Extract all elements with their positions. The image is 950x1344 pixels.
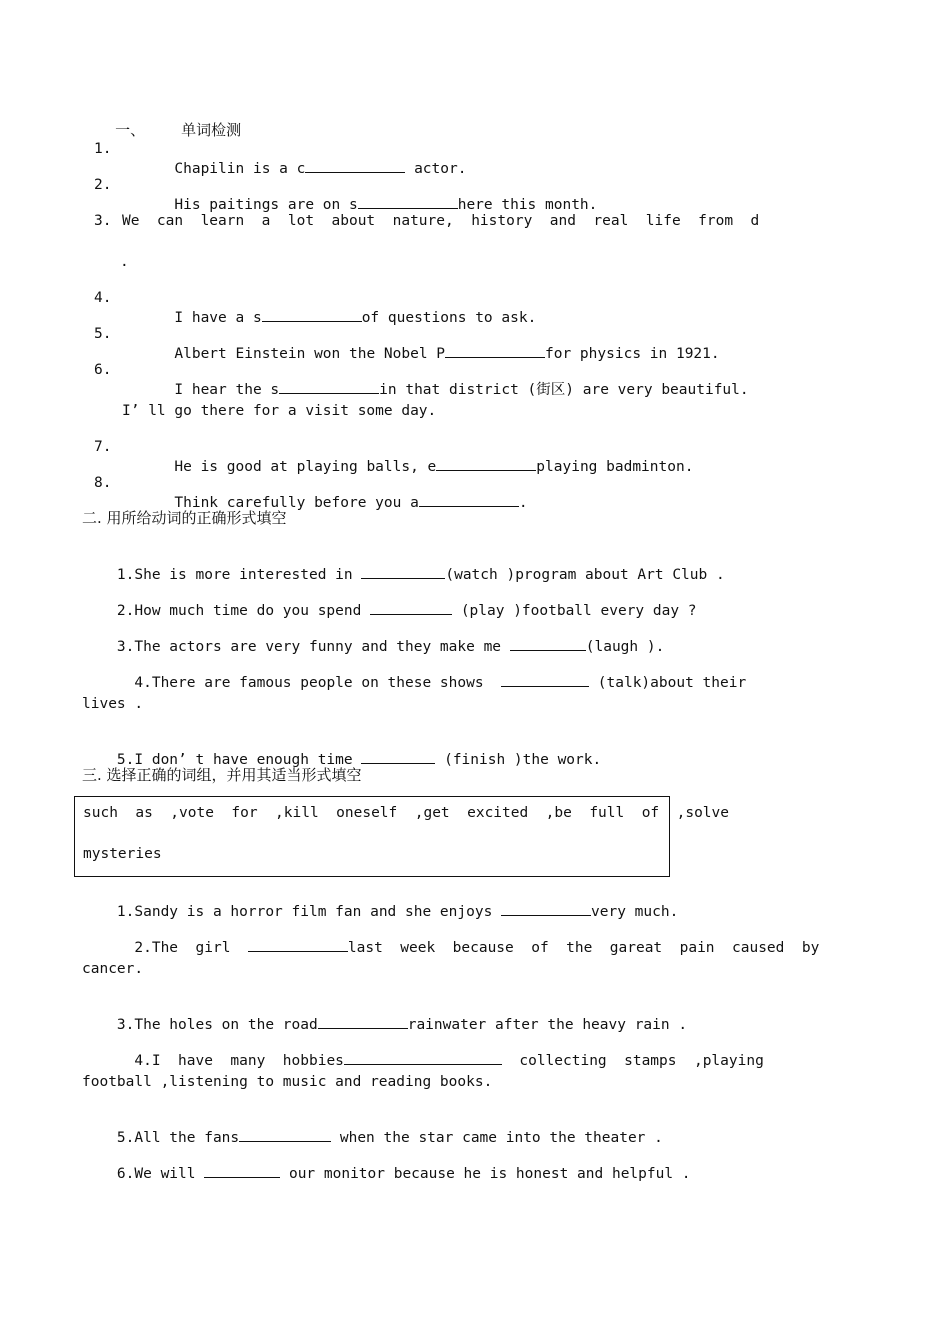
item-text: We can learn a lot about nature, history and real life from d [122, 213, 760, 229]
answer-blank[interactable] [239, 1127, 331, 1142]
item-text: for physics in 1921. [545, 346, 720, 362]
answer-blank[interactable] [445, 343, 545, 358]
item-text: 5.All the fans [116, 1130, 240, 1146]
answer-blank[interactable] [361, 564, 445, 579]
item-text: our monitor because he is honest and helpful . [280, 1166, 691, 1182]
answer-blank[interactable] [501, 672, 589, 687]
item-text: playing badminton. [536, 459, 694, 475]
section2-title: 二. 用所给动词的正确形式填空 [82, 509, 287, 527]
phrase-bank-box [74, 796, 730, 877]
item-text: His paitings are on s [174, 197, 358, 213]
section3-item-6 [82, 1145, 691, 1201]
item-text: very much. [591, 904, 679, 920]
section3-title: 三. 选择正确的词组，并用其适当形式填空 [82, 766, 362, 784]
item-text: 2.The girl [134, 940, 248, 956]
answer-blank[interactable] [361, 749, 435, 764]
item-text: . [518, 495, 528, 511]
answer-blank[interactable] [501, 901, 591, 916]
item-number: 4. [94, 290, 112, 306]
item-text: 1.Sandy is a horror film fan and she enjoys [116, 904, 502, 920]
item-text: last week because of the gareat pain caused by [347, 940, 820, 956]
item-text: (watch )program about Art Club . [445, 567, 725, 583]
item-text-continued: . [120, 254, 129, 270]
item-text: I hear the s [174, 382, 280, 398]
item-text: (talk)about their [589, 675, 747, 691]
item-text-continued: I’ ll go there for a visit some day. [122, 403, 437, 419]
item-text-continued: football ,listening to music and reading books. [82, 1074, 493, 1090]
item-text: 4.There are famous people on these shows [134, 675, 502, 691]
item-text: Albert Einstein won the Nobel P [174, 346, 446, 362]
item-text: here this month. [457, 197, 598, 213]
answer-blank[interactable] [370, 600, 452, 615]
answer-blank[interactable] [419, 492, 519, 507]
item-number: 6. [94, 362, 112, 378]
item-text: 3.The actors are very funny and they make me [116, 639, 510, 655]
item-text-continued: lives . [82, 696, 144, 712]
phrase-bank-line: mysteries [83, 846, 162, 862]
item-text: when the star came into the theater . [331, 1130, 663, 1146]
item-number: 7. [94, 439, 112, 455]
item-text: in that district (街区) are very beautiful. [379, 382, 749, 398]
item-text: 3.The holes on the road [116, 1017, 318, 1033]
item-text: (finish )the work. [435, 752, 602, 768]
answer-blank[interactable] [305, 158, 405, 173]
answer-blank[interactable] [204, 1163, 280, 1178]
item-text: 4.I have many hobbies [134, 1053, 344, 1069]
item-text: (laugh ). [585, 639, 665, 655]
item-text-continued: cancer. [82, 961, 144, 977]
answer-blank[interactable] [510, 636, 586, 651]
item-number: 1. [94, 141, 112, 157]
item-text: 6.We will [116, 1166, 205, 1182]
item-text: collecting stamps ,playing [501, 1053, 764, 1069]
item-text: Think carefully before you a [174, 495, 419, 511]
item-text: 1.She is more interested in [116, 567, 362, 583]
section1-number: 一、 [115, 121, 146, 139]
item-text: 5.I don’ t have enough time [116, 752, 362, 768]
section1-title: 单词检测 [181, 121, 242, 139]
answer-blank[interactable] [279, 379, 379, 394]
phrase-bank-line: such as ,vote for ,kill oneself ,get excited ,be full of ,solve [83, 805, 730, 821]
item-text: Chapilin is a c [174, 161, 306, 177]
item-number: 3. [94, 213, 112, 229]
item-text: actor. [405, 161, 467, 177]
item-text: 2.How much time do you spend [116, 603, 371, 619]
item-number: 2. [94, 177, 112, 193]
answer-blank[interactable] [248, 937, 348, 952]
answer-blank[interactable] [318, 1014, 408, 1029]
answer-blank[interactable] [344, 1050, 502, 1065]
item-number: 5. [94, 326, 112, 342]
item-text: (play )football every day ? [452, 603, 697, 619]
item-text: I have a s [174, 310, 262, 326]
answer-blank[interactable] [358, 194, 458, 209]
item-number: 8. [94, 475, 112, 491]
item-text: He is good at playing balls, e [174, 459, 437, 475]
answer-blank[interactable] [436, 456, 536, 471]
answer-blank[interactable] [262, 307, 362, 322]
item-text: rainwater after the heavy rain . [407, 1017, 688, 1033]
item-text: of questions to ask. [361, 310, 537, 326]
